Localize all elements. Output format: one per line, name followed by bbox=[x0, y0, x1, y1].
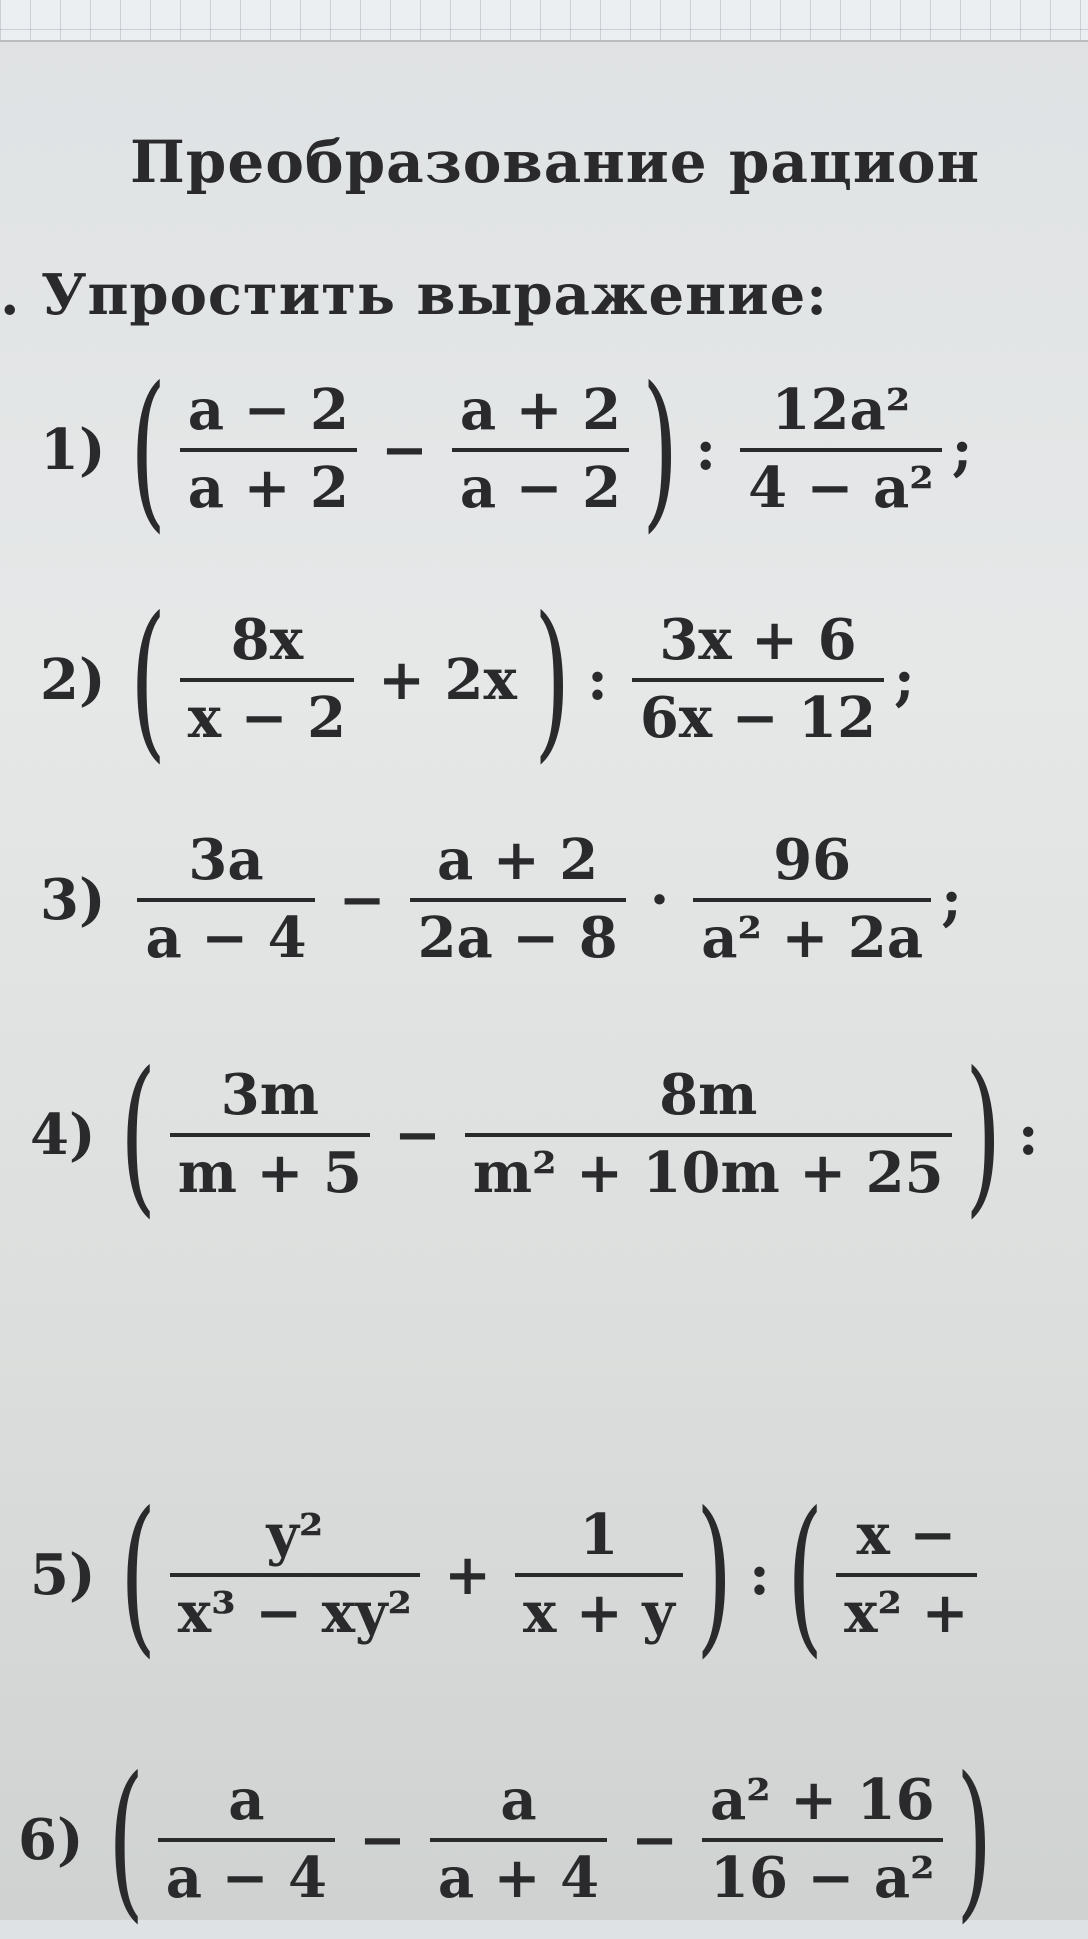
fraction bbox=[740, 377, 942, 521]
problem-5 bbox=[30, 1476, 987, 1674]
fraction-bar bbox=[158, 1838, 335, 1842]
fraction bbox=[836, 1502, 976, 1646]
denominator: 16 − a² bbox=[709, 1845, 935, 1911]
problem-number: 3) bbox=[40, 866, 106, 933]
problem-6 bbox=[18, 1741, 995, 1939]
fraction-bar bbox=[693, 898, 931, 902]
right-paren: ) bbox=[695, 1476, 733, 1674]
fraction bbox=[137, 827, 314, 971]
problem-number: 6) bbox=[18, 1807, 84, 1873]
operator: · bbox=[649, 866, 670, 933]
denominator: x − 2 bbox=[187, 685, 347, 751]
fraction bbox=[158, 1767, 335, 1911]
problem-4 bbox=[30, 1036, 1053, 1234]
fraction bbox=[170, 1502, 420, 1646]
terminator: ; bbox=[894, 647, 915, 713]
operator: − bbox=[358, 1807, 406, 1873]
fraction bbox=[702, 1767, 943, 1911]
fraction bbox=[430, 1767, 607, 1911]
denominator: a + 4 bbox=[437, 1845, 600, 1911]
left-paren: ( bbox=[108, 1741, 145, 1939]
right-paren: ) bbox=[641, 351, 679, 549]
problem-number: 5) bbox=[30, 1542, 96, 1608]
denominator: x² + bbox=[844, 1580, 969, 1646]
operator: : bbox=[695, 417, 717, 483]
numerator: a bbox=[228, 1767, 265, 1834]
operator: + bbox=[444, 1542, 491, 1608]
fraction-bar bbox=[740, 448, 942, 452]
problem-number: 4) bbox=[30, 1102, 96, 1168]
denominator: a + 2 bbox=[187, 455, 349, 521]
right-paren: ) bbox=[955, 1741, 993, 1939]
numerator: a + 2 bbox=[437, 827, 599, 893]
numerator: 96 bbox=[773, 827, 852, 893]
fraction bbox=[465, 1062, 952, 1206]
fraction-bar bbox=[515, 1573, 683, 1577]
fraction bbox=[410, 827, 626, 971]
fraction bbox=[170, 1062, 370, 1206]
denominator: 2a − 8 bbox=[417, 904, 618, 971]
fraction bbox=[180, 607, 354, 751]
fraction-bar bbox=[836, 1573, 976, 1577]
fraction-bar bbox=[180, 678, 354, 682]
fraction-bar bbox=[465, 1133, 952, 1137]
denominator: 4 − a² bbox=[748, 455, 934, 521]
right-paren: ) bbox=[533, 581, 571, 779]
left-paren: ( bbox=[130, 581, 167, 779]
operator: − bbox=[631, 1807, 678, 1873]
operator: : bbox=[587, 647, 608, 713]
terminator: ; bbox=[941, 866, 962, 933]
operator: : bbox=[1017, 1102, 1039, 1168]
notebook-paper-edge bbox=[0, 0, 1088, 42]
page-title: Преобразование рацион bbox=[130, 128, 981, 196]
numerator: y² bbox=[266, 1502, 324, 1569]
problem-2 bbox=[40, 581, 915, 779]
operator: : bbox=[749, 1542, 770, 1608]
right-paren: ) bbox=[964, 1036, 1001, 1234]
fraction-bar bbox=[170, 1133, 370, 1137]
left-paren: ( bbox=[120, 1476, 157, 1674]
numerator: 12a² bbox=[771, 377, 911, 444]
denominator: a² + 2a bbox=[701, 904, 924, 971]
denominator: a − 2 bbox=[459, 455, 622, 521]
fraction bbox=[515, 1502, 683, 1646]
problem-number: 2) bbox=[40, 647, 106, 713]
denominator: a − 4 bbox=[165, 1845, 327, 1911]
fraction-bar bbox=[170, 1573, 420, 1577]
denominator: x³ − xy² bbox=[177, 1580, 413, 1646]
fraction bbox=[452, 377, 629, 521]
fraction-bar bbox=[180, 448, 357, 452]
problem-3 bbox=[40, 827, 962, 971]
problem-number: 1) bbox=[40, 417, 106, 483]
denominator: x + y bbox=[523, 1580, 675, 1646]
numerator: a + 2 bbox=[459, 377, 622, 444]
fraction bbox=[180, 377, 357, 521]
numerator: 8x bbox=[230, 607, 304, 674]
operator: − bbox=[380, 417, 428, 483]
numerator: 1 bbox=[579, 1502, 619, 1569]
left-paren: ( bbox=[120, 1036, 157, 1234]
denominator: m² + 10m + 25 bbox=[472, 1140, 944, 1206]
fraction-bar bbox=[410, 898, 626, 902]
fraction-bar bbox=[430, 1838, 607, 1842]
numerator: 8m bbox=[659, 1062, 758, 1129]
operator: + 2x bbox=[378, 647, 517, 713]
terminator: ; bbox=[951, 417, 973, 483]
fraction-bar bbox=[632, 678, 884, 682]
problem-1 bbox=[40, 351, 973, 549]
left-paren: ( bbox=[786, 1476, 824, 1674]
exercise-heading: . Упростить выражение: bbox=[0, 262, 828, 328]
operator: − bbox=[338, 866, 386, 933]
numerator: 3a bbox=[188, 827, 264, 893]
denominator: 6x − 12 bbox=[639, 685, 877, 751]
numerator: a bbox=[500, 1767, 537, 1834]
fraction bbox=[693, 827, 931, 971]
fraction-bar bbox=[137, 898, 314, 902]
operator: − bbox=[393, 1102, 441, 1168]
denominator: m + 5 bbox=[177, 1140, 362, 1206]
fraction-bar bbox=[702, 1838, 943, 1842]
numerator: a² + 16 bbox=[709, 1767, 935, 1834]
numerator: x − bbox=[856, 1502, 957, 1569]
left-paren: ( bbox=[130, 351, 167, 549]
fraction-bar bbox=[452, 448, 629, 452]
fraction bbox=[632, 607, 884, 751]
numerator: a − 2 bbox=[187, 377, 349, 444]
numerator: 3x + 6 bbox=[659, 607, 857, 674]
denominator: a − 4 bbox=[145, 904, 307, 971]
numerator: 3m bbox=[220, 1062, 319, 1129]
